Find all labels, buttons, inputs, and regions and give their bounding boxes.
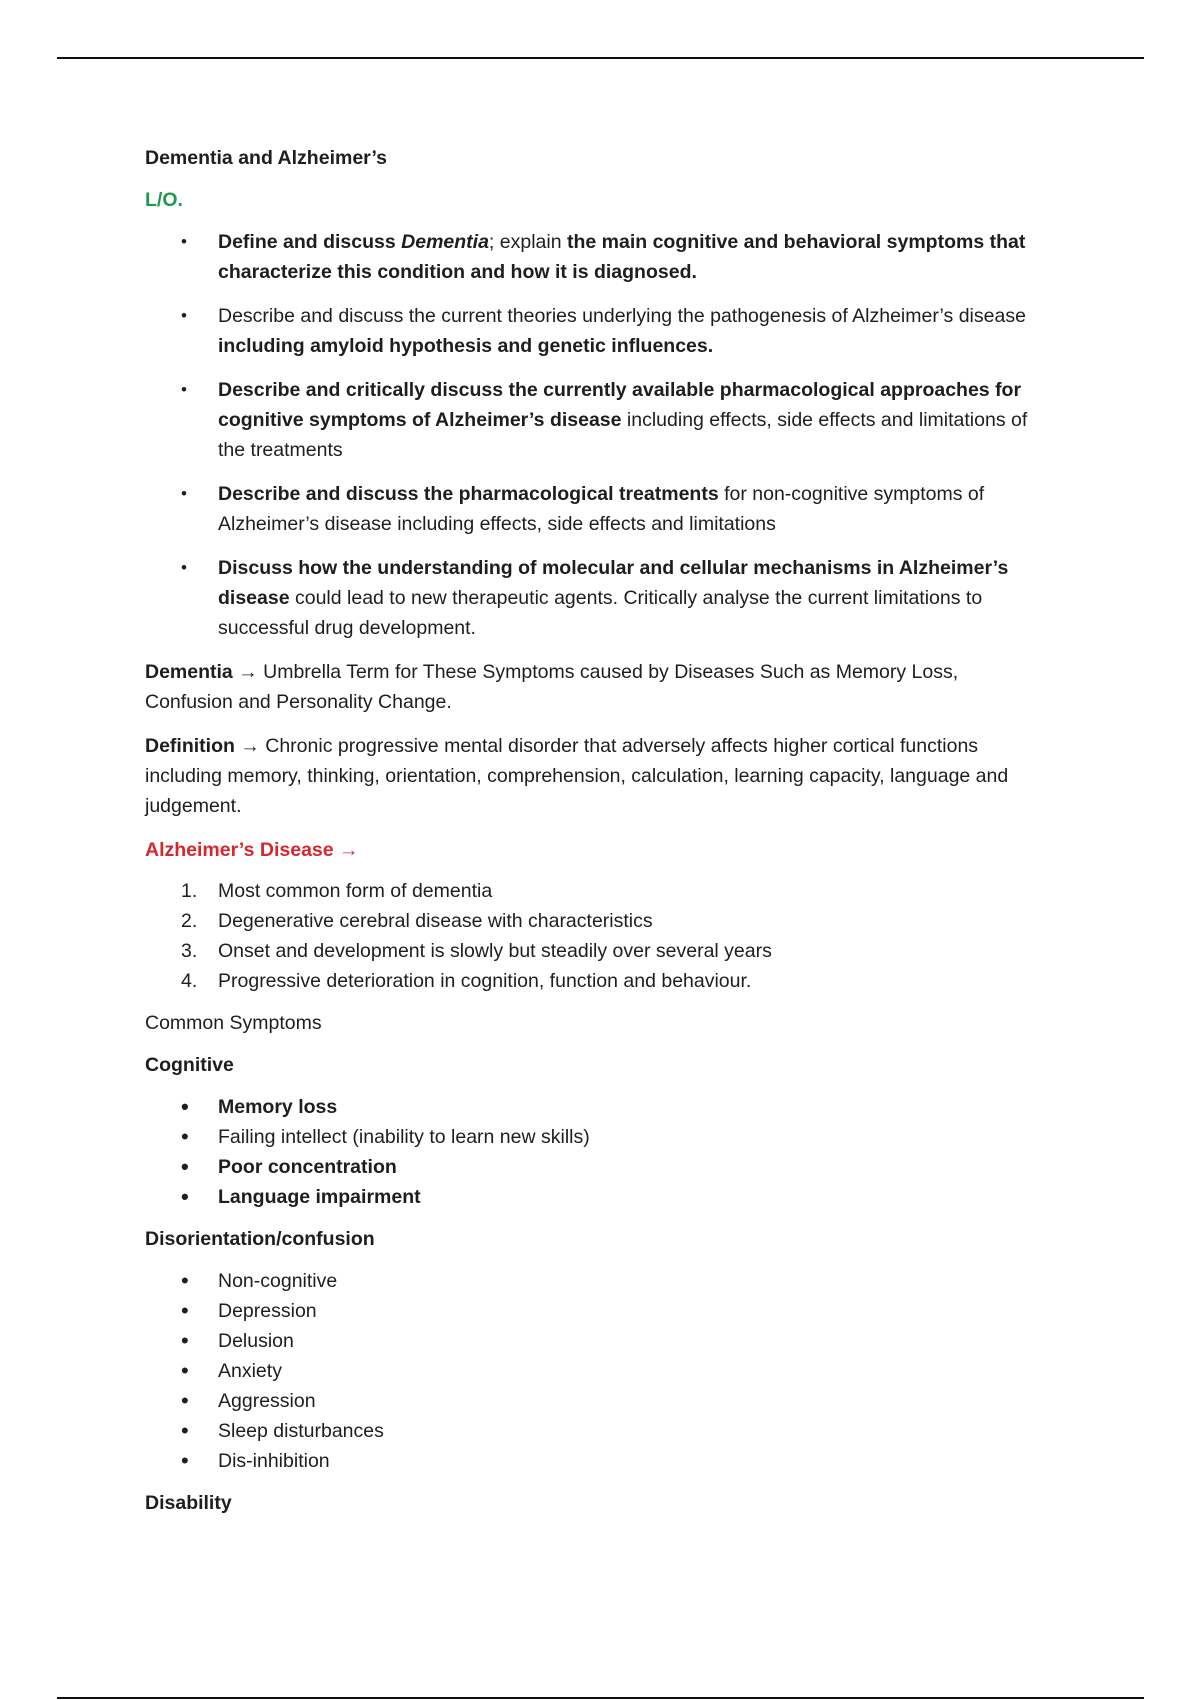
- learning-objectives-list: [145, 227, 1045, 643]
- lo-heading: L/O.: [145, 189, 183, 211]
- list-item: • Failing intellect (inability to learn new skills): [145, 1122, 1045, 1152]
- list-item: • Memory loss: [145, 1092, 1045, 1122]
- list-item: 4. Progressive deterioration in cognition, function and behaviour.: [181, 970, 752, 992]
- list-item: • Define and discuss Dementia; explain the main cognitive and behavioral symptoms that characterize this condition and how it is diagnosed.: [145, 227, 1045, 287]
- list-item: • Discuss how the understanding of molecular and cellular mechanisms in Alzheimer’s disease could lead to new therapeutic agents. Critically analyse the current limitations to successful drug development.: [145, 553, 1045, 643]
- disorientation-heading: Disorientation/confusion: [145, 1228, 375, 1250]
- list-item: • Anxiety: [145, 1356, 1045, 1386]
- common-symptoms-label: Common Symptoms: [145, 1012, 322, 1034]
- list-item: • Sleep disturbances: [145, 1416, 1045, 1446]
- document-page: [145, 143, 1045, 1518]
- cognitive-list: [145, 1092, 1045, 1212]
- list-item: 3. Onset and development is slowly but steadily over several years: [181, 940, 772, 962]
- doc-title: Dementia and Alzheimer’s: [145, 147, 388, 169]
- list-item: • Dis-inhibition: [145, 1446, 1045, 1476]
- list-item: • Describe and discuss the current theories underlying the pathogenesis of Alzheimer’s disease including amyloid hypothesis and genetic influences.: [145, 301, 1045, 361]
- list-item: • Non-cognitive: [145, 1266, 1045, 1296]
- list-item: • Depression: [145, 1296, 1045, 1326]
- list-item: • Delusion: [145, 1326, 1045, 1356]
- list-item: 2. Degenerative cerebral disease with characteristics: [181, 910, 653, 932]
- list-item: • Language impairment: [145, 1182, 1045, 1212]
- arrow-icon: →: [240, 735, 260, 757]
- list-item: • Aggression: [145, 1386, 1045, 1416]
- arrow-icon: →: [238, 661, 258, 683]
- disability-heading: Disability: [145, 1492, 232, 1514]
- list-item: • Describe and critically discuss the currently available pharmacological approaches for cognitive symptoms of Alzheimer’s disease including effects, side effects and limitations of the treatments: [145, 375, 1045, 465]
- cognitive-heading: Cognitive: [145, 1054, 234, 1076]
- disorientation-list: [145, 1266, 1045, 1476]
- list-item: • Poor concentration: [145, 1152, 1045, 1182]
- arrow-icon: →: [339, 839, 359, 861]
- alzheimers-points-list: [145, 876, 1045, 996]
- dementia-paragraph: Dementia → Umbrella Term for These Symptoms caused by Diseases Such as Memory Loss, Confusion and Personality Change.: [145, 661, 959, 713]
- alzheimers-heading: Alzheimer’s Disease →: [145, 839, 359, 861]
- definition-paragraph: Definition → Chronic progressive mental disorder that adversely affects higher cortical functions including memory, thinking, orientation, comprehension, calculation, learning capacity, language and judgement.: [145, 735, 1009, 817]
- header-rule: [57, 57, 1144, 59]
- footer-rule: [57, 1697, 1144, 1699]
- list-item: • Describe and discuss the pharmacological treatments for non-cognitive symptoms of Alzheimer’s disease including effects, side effects and limitations: [145, 479, 1045, 539]
- list-item: 1. Most common form of dementia: [181, 880, 493, 902]
